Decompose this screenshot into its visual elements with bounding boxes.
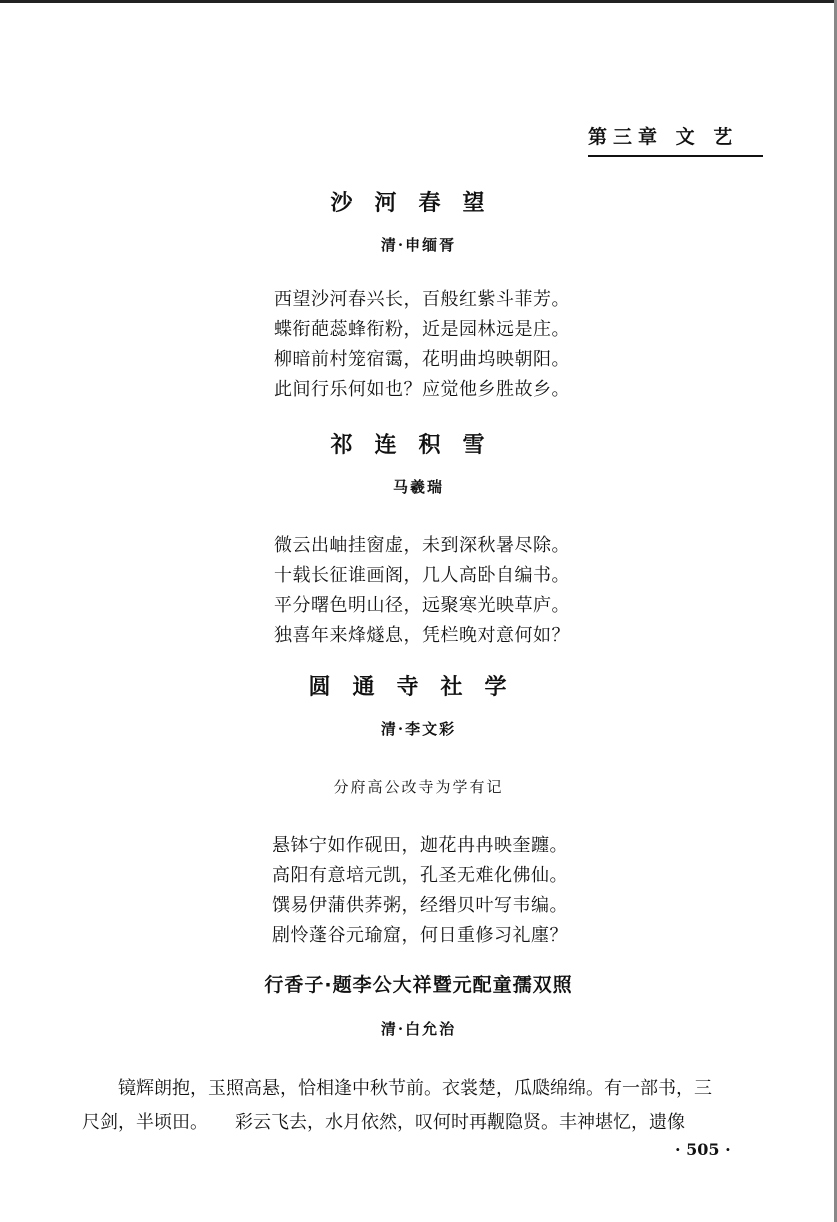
running-head: 第三章 文 艺	[588, 122, 763, 157]
poem-title: 圆通寺社学	[308, 675, 529, 700]
page-number: · 505 ·	[675, 1140, 731, 1159]
ci-line: 镜辉朗抱，玉照高悬，恰相逢中秋节前。衣裳楚，瓜瓞绵绵。有一部书，三	[118, 1078, 712, 1099]
poem-line: 此间行乐何如也？应觉他乡胜故乡。	[274, 379, 570, 400]
poem-body	[272, 831, 592, 951]
ci-title: 行香子·题李公大祥暨元配童孺双照	[264, 974, 573, 996]
poem-line: 十载长征谁画阁，几人高卧自编书。	[274, 565, 570, 586]
poem-line: 蝶衔葩蕊蜂衔粉，近是园林远是庄。	[274, 319, 570, 340]
poem-line: 剧怜蓬谷元瑜窟，何日重修习礼廛？	[272, 925, 568, 946]
ci-author: 清·白允治	[380, 1020, 457, 1038]
poem-body	[274, 531, 594, 651]
poem-note: 分府高公改寺为学有记	[333, 778, 504, 796]
poem-body	[274, 285, 594, 405]
poem-line: 独喜年来烽燧息，凭栏晚对意何如？	[274, 625, 570, 646]
poem-line: 馔易伊蒲供荞粥，经缗贝叶写韦编。	[272, 895, 568, 916]
poem-author: 马羲瑞	[392, 478, 444, 496]
poem-line: 平分曙色明山径，远聚寒光映草庐。	[274, 595, 570, 616]
poem-title: 沙河春望	[330, 191, 507, 216]
poem-author: 清·申缅胥	[380, 236, 457, 254]
poem-line: 西望沙河春兴长，百般红紫斗菲芳。	[274, 289, 570, 310]
poem-line: 微云出岫挂窗虚，未到深秋暑尽除。	[274, 535, 570, 556]
poem-line: 悬钵宁如作砚田，迦花冉冉映奎躔。	[272, 835, 568, 856]
poem-line: 柳暗前村笼宿霭，花明曲坞映朝阳。	[274, 349, 570, 370]
poem-author: 清·李文彩	[380, 720, 457, 738]
poem-line: 高阳有意培元凯，孔圣无难化佛仙。	[272, 865, 568, 886]
ci-line: 尺剑，半顷田。 彩云飞去，水月依然，叹何时再觏隐贤。丰神堪忆，遗像	[82, 1112, 685, 1133]
page-top-edge	[0, 0, 837, 3]
poem-title: 祁连积雪	[330, 433, 507, 458]
